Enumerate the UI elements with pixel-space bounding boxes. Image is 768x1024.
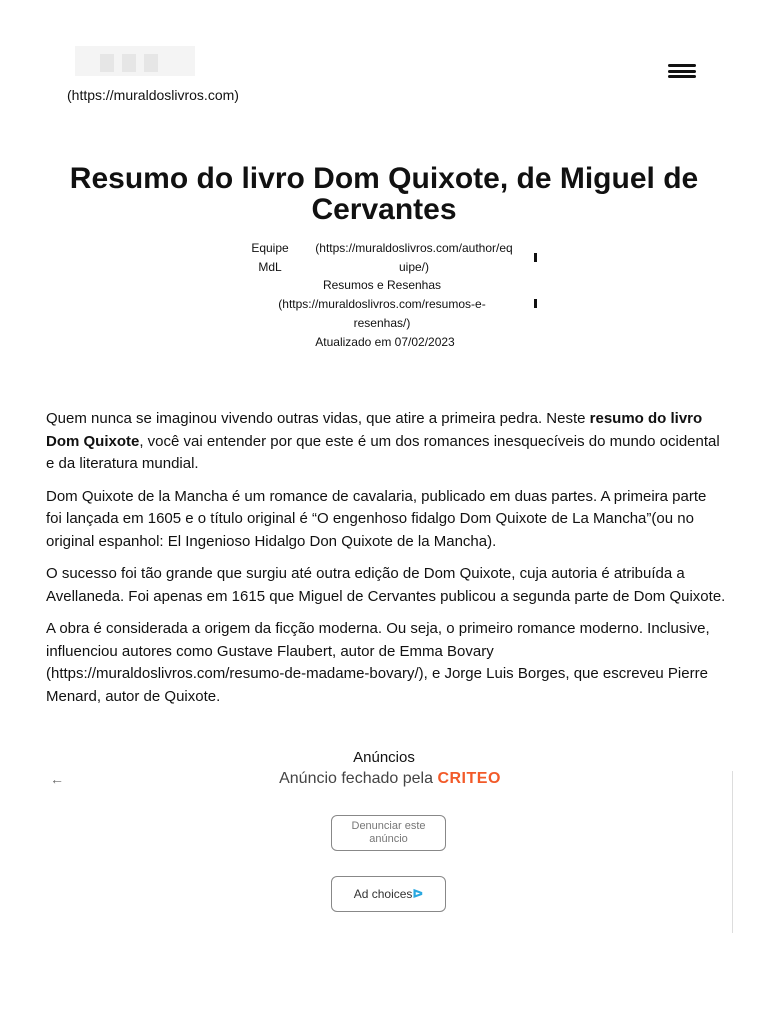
adchoices-icon: ᐅ xyxy=(412,887,424,901)
paragraph-text: A obra é considerada a origem da ficção moderna. Ou seja, o primeiro romance moderno. Inclusive, influenciou autores como Gustave Flaubert, autor de Emma Bovary xyxy=(46,620,710,660)
meta-separator xyxy=(534,253,537,262)
author-link-line: uipe/) xyxy=(398,260,430,274)
ad-closed-message xyxy=(0,770,768,788)
category-link[interactable] xyxy=(262,295,502,333)
back-arrow-icon[interactable]: ← xyxy=(50,771,64,787)
category-link-line: resenhas/) xyxy=(353,316,411,330)
bold-keyword: resumo do livro Dom Quixote xyxy=(46,410,703,450)
menu-bar xyxy=(668,64,696,67)
paragraph: Dom Quixote de la Mancha é um romance de cavalaria, publicado em duas partes. A primeira parte foi lançada em 1605 e o título original é “O engenhoso fidalgo Dom Quixote de La Mancha”(ou no original espanhol: El Ingenioso Hidalgo Don Quixote de la Mancha). xyxy=(46,487,707,550)
updated-date: Atualizado em 07/02/2023 xyxy=(315,335,455,349)
author-link[interactable] xyxy=(298,239,530,277)
menu-bar xyxy=(668,70,696,73)
ad-closed-text: Anúncio fechado pela xyxy=(279,770,438,787)
paragraph-text: Quem nunca se imaginou vivendo outras vidas, que atire a primeira pedra. Neste xyxy=(46,410,590,427)
logo-link-text[interactable]: (https://muraldoslivros.com) xyxy=(67,87,239,103)
author-name-line: MdL xyxy=(258,260,282,274)
meta-separator xyxy=(534,299,537,308)
menu-bar xyxy=(668,75,696,78)
author-name-line: Equipe xyxy=(251,241,289,255)
article-body xyxy=(46,408,726,718)
criteo-logo: CRITEO xyxy=(437,770,501,787)
paragraph-text: , você vai entender por que este é um dos romances inesquecíveis do mundo ocidental e da literatura mundial. xyxy=(46,432,720,472)
site-logo[interactable] xyxy=(70,40,200,82)
author-name[interactable] xyxy=(244,239,296,277)
category-name[interactable]: Resumos e Resenhas xyxy=(322,278,442,292)
author-link-line: (https://muraldoslivros.com/author/eq xyxy=(315,241,513,255)
ad-choices-button[interactable] xyxy=(331,876,446,912)
report-ad-label: Denunciar este xyxy=(351,820,426,832)
article-title: Resumo do livro Dom Quixote, de Miguel de Cervantes xyxy=(69,162,699,226)
ad-divider xyxy=(732,771,733,933)
ad-choices-label: Ad choices xyxy=(353,887,413,901)
ads-label: Anúncios xyxy=(353,749,415,766)
report-ad-label: anúncio xyxy=(369,833,408,845)
paragraph: O sucesso foi tão grande que surgiu até outra edição de Dom Quixote, cuja autoria é atribuída a Avellaneda. Foi apenas em 1615 que Miguel de Cervantes publicou a segunda parte de Dom Quixote. xyxy=(46,565,726,605)
paragraph-text: , e Jorge Luis Borges, que escreveu Pierre Menard, autor de Quixote. xyxy=(46,665,708,705)
hamburger-menu-icon[interactable] xyxy=(668,64,696,78)
report-ad-button[interactable] xyxy=(331,815,446,851)
paragraph xyxy=(46,618,726,708)
paragraph xyxy=(46,408,726,476)
category-link-line: (https://muraldoslivros.com/resumos-e- xyxy=(278,297,486,311)
emma-bovary-link[interactable]: (https://muraldoslivros.com/resumo-de-madame-bovary/) xyxy=(46,665,424,682)
